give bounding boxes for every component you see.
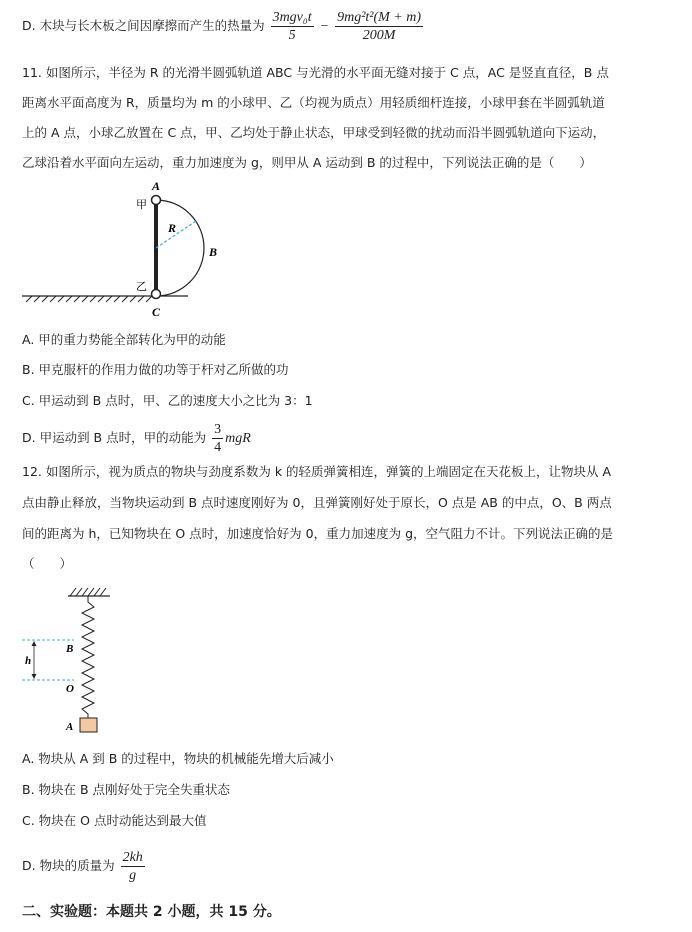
q11-ground-hatch [26, 296, 152, 302]
q10-fraction-2-num: 9mg²t²(M + m) [337, 10, 422, 25]
q11-label-a: A [152, 179, 161, 193]
q11-ball-jia [152, 196, 161, 205]
q10-fraction-2-den: 200M [362, 28, 396, 43]
q10-fraction-1-num: 3mgv₀t [272, 10, 312, 25]
q11-label-r: R [168, 221, 177, 235]
q12-option-d-label: D. 物块的质量为 [22, 858, 115, 873]
q11-label-yi: 乙 [136, 281, 147, 293]
q11-stem-line-3: 上的 A 点，小球乙放置在 C 点，甲、乙均处于静止状态，甲球受到轻微的扰动而沿半圆弧轨道向下运动， [22, 125, 606, 140]
q12-ceiling-hatch [70, 588, 106, 596]
q12-block [80, 718, 97, 732]
q12-stem-line-2: 点由静止释放，当物块运动到 B 点时速度刚好为 0，且弹簧刚好处于原长，O 点是 AB 的中点，O、B 两点 [22, 495, 612, 510]
q12-label-o: O [66, 683, 74, 695]
q11-label-jia: 甲 [136, 199, 147, 211]
q11-stem-line-1: 11. 如图所示，半径为 R 的光滑半圆弧轨道 ABC 与光滑的水平面无缝对接于 C 点，AC 是竖直直径，B 点 [22, 65, 609, 80]
q11-stem-line-4: 乙球沿着水平面向左运动，重力加速度为 g，则甲从 A 运动到 B 的过程中，下列说法正确的是（ ） [22, 155, 592, 170]
q12-fraction-num: 2kh [122, 850, 143, 865]
q12-stem-line-1: 12. 如图所示，视为质点的物块与劲度系数为 k 的轻质弹簧相连，弹簧的上端固定在天花板上，让物块从 A [22, 464, 612, 479]
q11-label-b: B [209, 245, 218, 259]
q11-option-d-tail: mgR [225, 431, 251, 446]
q11-ball-yi [152, 290, 161, 299]
q11-fraction [212, 421, 223, 456]
q11-figure [18, 176, 268, 326]
q11-option-d [22, 418, 251, 458]
q12-label-a: A [66, 721, 74, 733]
q11-semicircle-track [156, 200, 204, 296]
q12-option-c: C. 物块在 O 点时动能达到最大值 [22, 813, 207, 828]
q11-option-c: C. 甲运动到 B 点时，甲、乙的速度大小之比为 3：1 [22, 393, 313, 408]
q10-fraction-2 [335, 9, 423, 44]
q11-stem-line-2: 距离水平面高度为 R，质量均为 m 的小球甲、乙（均视为质点）用轻质细杆连接，小球甲套在半圆弧轨道 [22, 95, 605, 110]
q12-stem-line-4: （ ） [22, 556, 73, 571]
q12-h-arrow-head-up [32, 641, 37, 646]
q10-minus-sign: − [319, 19, 330, 34]
q12-label-h: h [25, 655, 32, 667]
q12-stem-line-3: 间的距离为 h，已知物块在 O 点时，加速度恰好为 0，重力加速度为 g，空气阻力不计。下列说法正确的是 [22, 526, 614, 541]
q11-fraction-den: 4 [214, 440, 222, 455]
q12-label-b: B [66, 643, 74, 655]
q11-option-b: B. 甲克服杆的作用力做的功等于杆对乙所做的功 [22, 362, 289, 377]
q11-fraction-num: 3 [214, 422, 222, 437]
q10-fraction-1-den: 5 [288, 28, 296, 43]
q12-fraction [121, 849, 145, 884]
q12-figure [18, 584, 178, 740]
q12-h-arrow-head-down [32, 674, 37, 679]
q10-option-d-label: D. 木块与长木板之间因摩擦而产生的热量为 [22, 18, 265, 33]
q11-option-d-label: D. 甲运动到 B 点时，甲的动能为 [22, 430, 207, 445]
q12-option-b: B. 物块在 B 点刚好处于完全失重状态 [22, 782, 231, 797]
q12-option-a: A. 物块从 A 到 B 的过程中，物块的机械能先增大后减小 [22, 751, 334, 766]
q10-option-d [22, 6, 425, 46]
q11-label-c: C [152, 305, 161, 319]
q12-spring [82, 596, 94, 718]
section-2-heading: 二、实验题：本题共 2 小题，共 15 分。 [22, 904, 281, 920]
q11-option-a: A. 甲的重力势能全部转化为甲的动能 [22, 332, 226, 347]
q12-option-d [22, 846, 147, 886]
q10-fraction-1 [271, 9, 314, 44]
q12-fraction-den: g [129, 868, 137, 883]
